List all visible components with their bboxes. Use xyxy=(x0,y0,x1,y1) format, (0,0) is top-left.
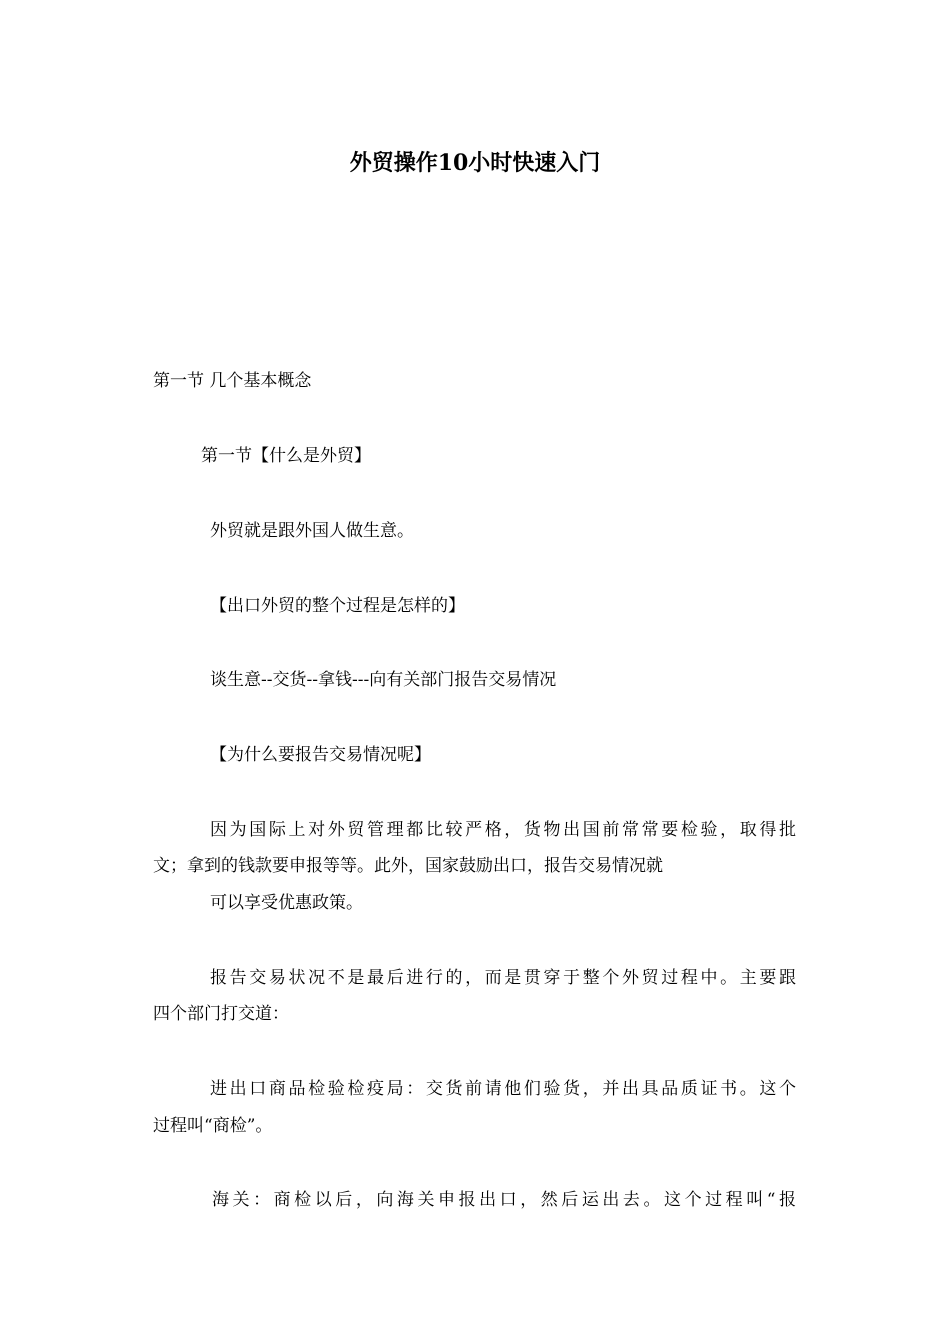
paragraph-line: 四个部门打交道： xyxy=(153,1004,289,1024)
paragraph-line: 外贸就是跟外国人做生意。 xyxy=(210,521,414,541)
paragraph-line: 进出口商品检验检疫局：交货前请他们验货，并出具品质证书。这个 xyxy=(210,1079,796,1099)
paragraph-line: 因为国际上对外贸管理都比较严格，货物出国前常常要检验，取得批 xyxy=(210,820,796,840)
paragraph-line: 过程叫“商检”。 xyxy=(153,1116,273,1136)
sub-heading: 第一节【什么是外贸】 xyxy=(201,446,371,466)
section-heading: 第一节 几个基本概念 xyxy=(153,371,312,391)
paragraph-line: 海关：商检以后，向海关申报出口，然后运出去。这个过程叫“报 xyxy=(212,1190,796,1210)
paragraph-line: 报告交易状况不是最后进行的，而是贯穿于整个外贸过程中。主要跟 xyxy=(210,968,796,988)
question-heading: 【出口外贸的整个过程是怎样的】 xyxy=(210,596,465,616)
paragraph-line: 文；拿到的钱款要申报等等。此外，国家鼓励出口，报告交易情况就 xyxy=(153,856,663,876)
question-heading: 【为什么要报告交易情况呢】 xyxy=(210,745,431,765)
paragraph-line: 可以享受优惠政策。 xyxy=(210,893,363,913)
document-title: 外贸操作10小时快速入门 xyxy=(349,150,601,176)
paragraph-line: 谈生意--交货--拿钱---向有关部门报告交易情况 xyxy=(210,670,557,690)
